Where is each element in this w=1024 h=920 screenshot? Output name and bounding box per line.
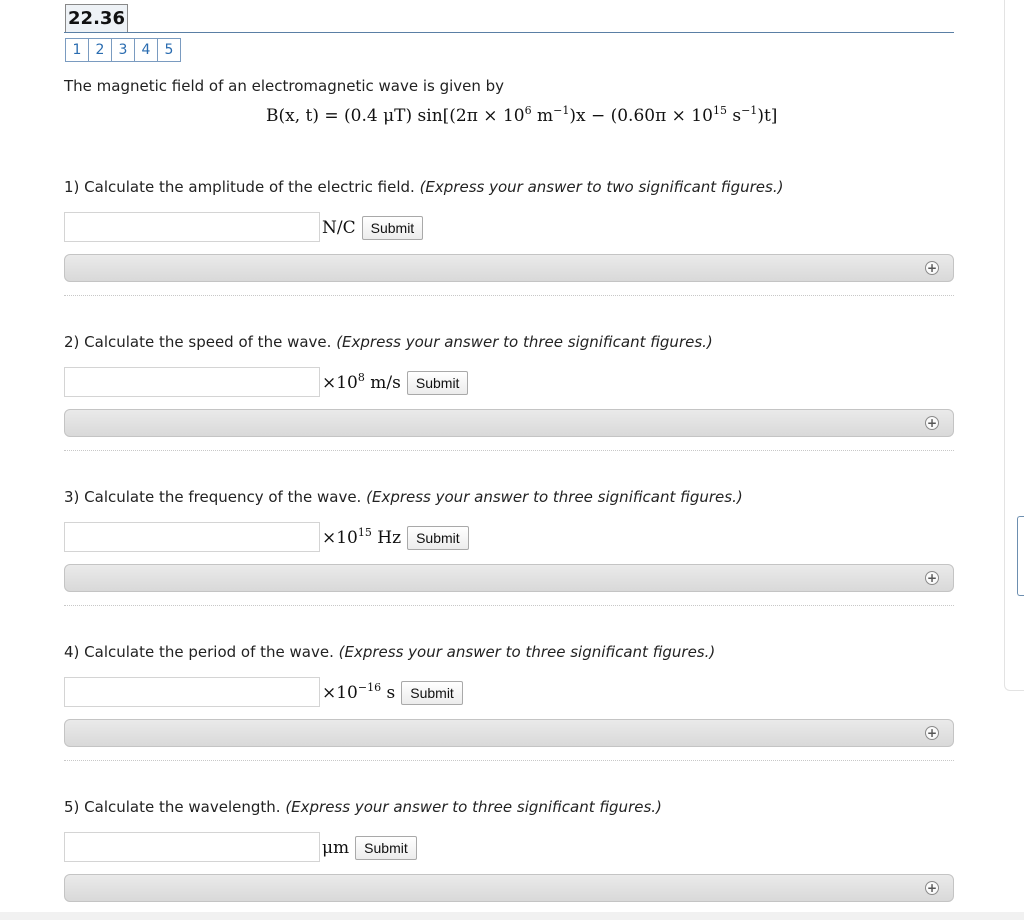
question-prompt: 5) Calculate the wavelength. [64,798,281,816]
plus-circle-icon[interactable]: + [926,881,938,895]
header-divider [64,32,954,33]
equation-part-3: )x − (0.60π × 10 [569,106,713,126]
unit-group [322,371,468,395]
unit-group [322,836,417,860]
unit-group [322,216,423,240]
question-hint: (Express your answer to three significant figures.) [366,488,743,506]
unit-group [322,526,469,550]
plus-circle-icon[interactable]: + [926,571,938,585]
unit-group [322,681,463,705]
question-separator [64,605,954,606]
help-bar-5[interactable] [64,874,954,902]
help-bar-2[interactable] [64,409,954,437]
answer-input-2[interactable] [64,367,320,397]
question-text [64,178,783,196]
submit-button-1[interactable]: Submit [362,216,424,240]
problem-intro: The magnetic field of an electromagnetic wave is given by [64,77,505,95]
submit-button-5[interactable]: Submit [355,836,417,860]
plus-circle-icon[interactable]: + [926,261,938,275]
unit-prefix: ×10 [322,373,358,393]
question-text [64,333,713,351]
unit-prefix: ×10 [322,528,358,548]
part-tab-1[interactable]: 1 [65,38,89,62]
question-prompt: 4) Calculate the period of the wave. [64,643,334,661]
question-hint: (Express your answer to two significant figures.) [419,178,784,196]
unit-name: μm [322,838,350,858]
equation-exponent-1: 6 [524,104,532,117]
magnetic-field-equation [266,106,777,126]
part-tab-4[interactable]: 4 [134,38,158,62]
help-bar-1[interactable] [64,254,954,282]
unit-label [322,528,401,548]
equation-lhs: B(x, t) = (0.4 μT) sin[(2π × 10 [266,106,525,126]
unit-label [322,838,349,858]
unit-exponent: −16 [357,681,382,694]
question-text [64,643,715,661]
question-separator [64,450,954,451]
help-bar-3[interactable] [64,564,954,592]
unit-exponent: 8 [357,371,365,384]
unit-prefix: ×10 [322,683,358,703]
plus-circle-icon[interactable]: + [926,726,938,740]
unit-name: Hz [371,528,402,548]
question-text [64,798,662,816]
equation-exponent-3: 15 [712,104,727,117]
part-tab-3[interactable]: 3 [111,38,135,62]
unit-label [322,683,395,703]
unit-name: N/C [322,218,356,238]
equation-exponent-2: −1 [553,104,570,117]
part-tab-5[interactable]: 5 [157,38,181,62]
unit-exponent: 15 [357,526,372,539]
unit-label [322,373,401,393]
plus-circle-icon[interactable]: + [926,416,938,430]
equation-exponent-4: −1 [741,104,758,117]
question-3 [0,488,1000,638]
question-2 [0,333,1000,483]
answer-input-3[interactable] [64,522,320,552]
equation-part-2: m [531,106,554,126]
equation-part-4: s [726,106,742,126]
help-bar-4[interactable] [64,719,954,747]
submit-button-2[interactable]: Submit [407,371,469,395]
question-separator [64,760,954,761]
part-tabs [65,38,180,62]
question-prompt: 2) Calculate the speed of the wave. [64,333,332,351]
question-hint: (Express your answer to three significant figures.) [285,798,662,816]
question-hint: (Express your answer to three significant figures.) [338,643,716,661]
part-tab-2[interactable]: 2 [88,38,112,62]
bottom-band [0,912,1024,920]
answer-input-5[interactable] [64,832,320,862]
question-4 [0,643,1000,793]
submit-button-4[interactable]: Submit [401,681,463,705]
unit-name: s [381,683,396,703]
question-prompt: 1) Calculate the amplitude of the electric field. [64,178,415,196]
answer-input-4[interactable] [64,677,320,707]
question-text [64,488,743,506]
question-5 [0,798,1000,914]
question-hint: (Express your answer to three significant figures.) [336,333,713,351]
question-1 [0,178,1000,328]
question-prompt: 3) Calculate the frequency of the wave. [64,488,362,506]
submit-button-3[interactable]: Submit [407,526,469,550]
equation-end: )t] [757,106,778,126]
answer-input-1[interactable] [64,212,320,242]
question-separator [64,295,954,296]
unit-name: m/s [364,373,401,393]
problem-number: 22.36 [65,4,128,32]
side-panel-tab[interactable] [1017,516,1024,596]
unit-label [322,218,356,238]
